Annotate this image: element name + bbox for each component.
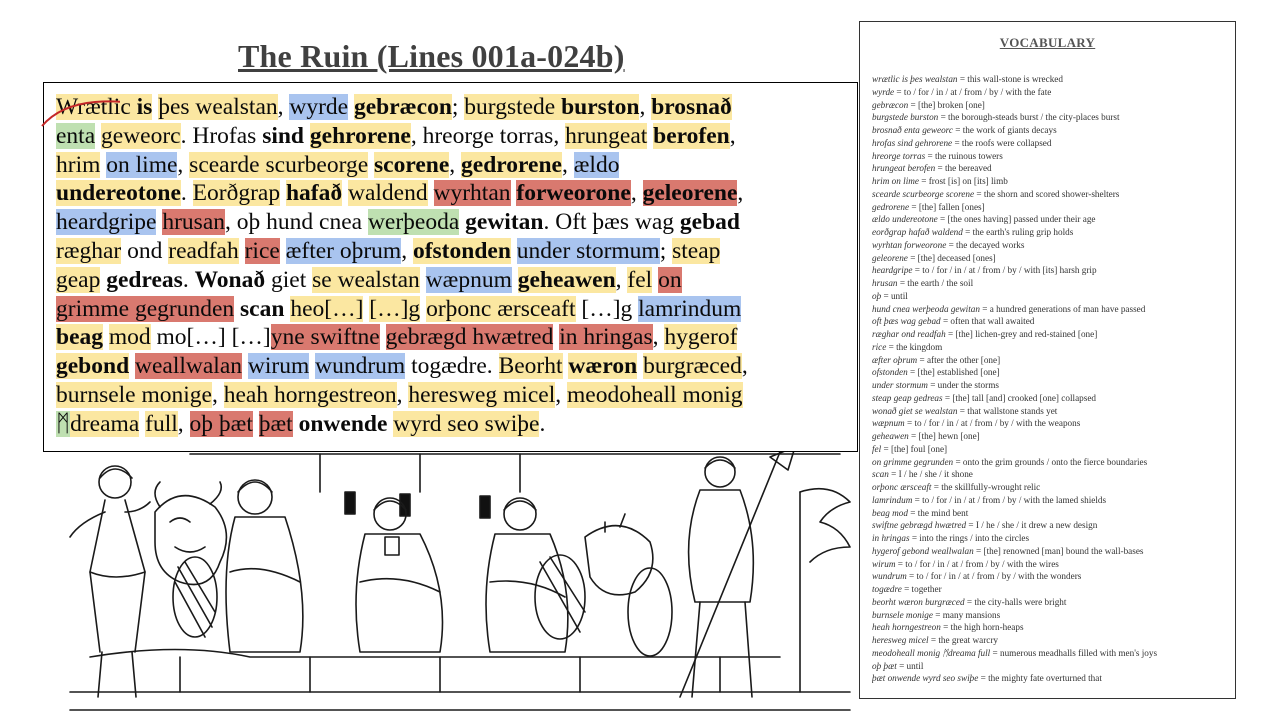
poem-line [56, 208, 846, 237]
vocabulary-gloss: = many mansions [932, 609, 1001, 620]
poem-segment: onwende [298, 410, 388, 437]
vocabulary-term: ræghar ond readfah [872, 329, 946, 339]
poem-segment [428, 180, 434, 206]
vocabulary-gloss: = [the] fallen [ones] [909, 201, 985, 212]
vocabulary-term: brosnað enta geweorc [872, 125, 953, 135]
vocabulary-term: hrim on lime [872, 176, 919, 186]
vocabulary-term: heresweg micel [872, 635, 929, 645]
poem-segment: weallwalan [135, 353, 243, 380]
poem-segment: ældo [573, 151, 620, 178]
poem-segment: wæpnum [425, 266, 512, 293]
poem-segment: fel [627, 266, 653, 293]
vocabulary-entry [872, 621, 1232, 634]
poem-segment: , [177, 410, 190, 437]
poem-segment: wæron [568, 353, 638, 380]
poem-segment: scorene [374, 151, 450, 178]
poem-segment [280, 238, 286, 264]
poem-segment: rice [244, 237, 280, 264]
vocabulary-gloss: = [the] foul [one] [881, 443, 948, 454]
vocabulary-panel [859, 21, 1236, 699]
poem-segment: , [741, 353, 748, 380]
poem-segment: geheawen [517, 266, 616, 293]
vocabulary-term: beorht wæron burgræced [872, 596, 965, 607]
vocabulary-term: oþ þæt [872, 660, 897, 671]
vocabulary-gloss: = the earth / the soil [897, 278, 974, 288]
vocabulary-entry [872, 137, 1232, 150]
vocabulary-gloss: = [the ones having] passed under their age [937, 214, 1096, 225]
poem-segment: under stormum [516, 237, 660, 264]
poem-segment: is [136, 94, 153, 120]
vocabulary-entry [872, 405, 1232, 418]
poem-segment: sind [262, 122, 305, 149]
poem-segment: yne swiftne [270, 324, 380, 351]
poem-segment: orþonc ærsceaft [426, 295, 576, 322]
poem-line [56, 237, 846, 266]
poem-segment: undereotone [56, 180, 181, 207]
vocabulary-entry [872, 596, 1232, 609]
vocabulary-gloss: = into the rings / into the circles [909, 533, 1030, 543]
vocabulary-gloss: = until [896, 660, 924, 671]
vocabulary-gloss: = the city-halls were bright [964, 596, 1067, 607]
vocabulary-term: hrofas sind gehrorene [872, 137, 953, 148]
vocabulary-entry [872, 290, 1232, 303]
vocabulary-entry [872, 545, 1232, 558]
poem-segment [304, 123, 310, 149]
poem-segment [239, 238, 245, 264]
poem-line [56, 381, 846, 410]
vocabulary-term: swiftne gebrægd hwætred [872, 520, 967, 531]
poem-segment: gehrorene [309, 122, 411, 149]
vocabulary-term: ofstonden [872, 367, 908, 378]
vocabulary-entry [872, 443, 1232, 456]
vocabulary-gloss: = under the storms [927, 380, 999, 390]
vocabulary-entry [872, 341, 1232, 354]
poem-segment: hafað [285, 180, 343, 207]
poem-segment: , [562, 151, 574, 178]
vocabulary-term: burnsele monige [872, 609, 933, 620]
poem-segment: brosnað [651, 94, 732, 120]
poem-segment: geweorc [101, 122, 181, 149]
poem-segment: , [555, 381, 567, 408]
vocabulary-entry [872, 660, 1232, 673]
vocabulary-term: ældo undereotone [872, 214, 938, 225]
poem-segment: . [180, 180, 193, 207]
poem-segment: . [539, 410, 546, 437]
poem-segment: hygerof [664, 324, 738, 351]
poem-segment: wyrhtan [433, 180, 511, 207]
poem-segment: , [177, 151, 190, 178]
vocabulary-entry [872, 468, 1232, 481]
vocabulary-term: wæpnum [872, 418, 905, 429]
poem-segment: . Hrofas [180, 122, 263, 149]
poem-segment: gebræcon [353, 94, 452, 120]
vocabulary-entry [872, 647, 1232, 660]
poem-line [56, 151, 846, 180]
poem-segment: togædre. [405, 353, 499, 380]
vocabulary-entry [872, 328, 1232, 341]
vocabulary-term: heah horngestreon [872, 622, 941, 633]
vocabulary-entry [872, 239, 1232, 252]
vocabulary-entry [872, 277, 1232, 290]
vocabulary-entry [872, 201, 1232, 214]
poem-segment: æfter oþrum [285, 237, 402, 264]
vocabulary-gloss: = to / for / in / at / from / by / with the wonders [906, 571, 1082, 582]
vocabulary-gloss: = [the] deceased [ones] [907, 252, 996, 263]
poem-segment: gewitan [465, 209, 544, 236]
vocabulary-term: hrusan [872, 278, 898, 288]
vocabulary-term: geleorene [872, 252, 908, 263]
poem-line [56, 122, 846, 151]
vocabulary-gloss: = the shorn and scored shower-shelters [974, 188, 1120, 199]
poem-segment: grimme gegrunden [56, 295, 235, 322]
poem-segment: gedreas [106, 266, 183, 293]
poem-segment: Eorðgrap [192, 180, 281, 207]
vocabulary-entry [872, 99, 1232, 112]
vocabulary-term: oþ [872, 290, 882, 301]
poem-line [56, 323, 846, 352]
poem-segment: werþeoda [367, 209, 460, 236]
poem-segment [253, 411, 259, 437]
poem-line [56, 179, 846, 208]
poem-segment [420, 267, 426, 293]
vocabulary-entry [872, 252, 1232, 265]
poem-segment: gebad [679, 209, 740, 236]
vocabulary-gloss: = often that wall awaited [940, 316, 1035, 327]
poem-segment: waldend [348, 180, 428, 207]
vocabulary-term: orþonc ærsceaft [872, 482, 932, 492]
poem-segment [512, 267, 518, 293]
vocabulary-gloss: = the decayed works [946, 239, 1025, 250]
vocabulary-term: wirum [872, 558, 896, 569]
vocabulary-gloss: = until [881, 290, 908, 301]
vocabulary-gloss: = that wallstone stands yet [957, 405, 1058, 416]
vocabulary-term: beag mod [872, 507, 908, 518]
vocabulary-gloss: = the skillfully-wrought relic [931, 482, 1041, 492]
poem-segment: wyrd seo swiþe [393, 410, 540, 437]
vocabulary-entry [872, 354, 1232, 367]
poem-segment: hrungeat [565, 122, 648, 149]
poem-segment: giet [265, 266, 313, 293]
vocabulary-gloss: = [the] hewn [one] [908, 431, 980, 441]
vocabulary-entry [872, 226, 1232, 239]
poem-segment: se wealstan [312, 266, 420, 293]
banquet-scene-drawing [60, 452, 858, 720]
poem-segment: , [277, 94, 290, 120]
vocabulary-term: lamrindum [872, 494, 913, 505]
vocabulary-gloss: = the mind bent [907, 507, 969, 518]
poem-segment: . Oft þæs wag [543, 209, 680, 236]
poem-line [56, 352, 846, 381]
poem-segment: . [182, 266, 195, 293]
vocabulary-term: hrungeat berofen [872, 163, 936, 174]
poem-segment: gebond [56, 353, 130, 380]
banquet-illustration [60, 452, 858, 720]
poem-segment: […]g [575, 295, 639, 322]
vocabulary-entry [872, 532, 1232, 545]
poem-line [56, 266, 846, 295]
vocabulary-term: scan [872, 469, 889, 480]
vocabulary-gloss: = together [901, 584, 942, 594]
vocabulary-term: burgstede burston [872, 112, 939, 123]
vocabulary-entry [872, 609, 1232, 622]
poem-segment: heo[…] [290, 295, 364, 322]
vocabulary-term: wrætlic is þes wealstan [872, 74, 958, 84]
vocabulary-term: wyrhtan forweorone [872, 239, 947, 250]
poem-segment: wundrum [315, 353, 406, 380]
vocabulary-entry [872, 634, 1232, 647]
vocabulary-entry [872, 264, 1232, 277]
vocabulary-entry [872, 456, 1232, 469]
poem-segment: , [737, 180, 744, 207]
poem-segment: scan [240, 295, 285, 322]
vocabulary-gloss: = the ruinous towers [925, 150, 1003, 161]
vocabulary-gloss: = to / for / in / at / from / by / with the weapons [904, 418, 1081, 429]
vocabulary-entry [872, 162, 1232, 175]
vocabulary-entry [872, 672, 1232, 685]
vocabulary-gloss: = the roofs were collapsed [952, 137, 1052, 148]
vocabulary-entry [872, 124, 1232, 137]
poem-segment: ; [659, 237, 673, 264]
poem-segment [380, 324, 386, 350]
vocabulary-gloss: = [the] renowned [man] bound the wall-bases [973, 545, 1144, 556]
poem-segment: steap [672, 237, 721, 264]
poem-segment: meodoheall monig [566, 381, 743, 408]
vocabulary-gloss: = the mighty fate overturned that [978, 673, 1102, 684]
vocabulary-entry [872, 494, 1232, 507]
vocabulary-gloss: = [the] lichen-grey and red-stained [one] [945, 329, 1098, 339]
poem-segment: full [145, 410, 178, 437]
vocabulary-term: wonað giet se wealstan [872, 405, 958, 416]
vocabulary-heading: VOCABULARY [999, 35, 1096, 50]
poem-segment: ; [451, 94, 465, 120]
vocabulary-term: rice [872, 341, 887, 352]
vocabulary-term: hund cnea werþeoda gewitan [872, 303, 980, 314]
vocabulary-gloss: = onto the grim grounds / onto the fierce boundaries [953, 456, 1148, 467]
vocabulary-term: wundrum [872, 571, 907, 582]
poem-segment: beag [56, 324, 103, 351]
vocabulary-entry [872, 111, 1232, 124]
vocabulary-term: gedrorene [872, 201, 910, 212]
vocabulary-entry [872, 303, 1232, 316]
poem-segment: enta [56, 122, 96, 149]
vocabulary-gloss: = the borough-steads burst / the city-places burst [938, 112, 1120, 123]
poem-segment: lamrindum [638, 295, 742, 322]
vocabulary-entry [872, 417, 1232, 430]
vocabulary-gloss: = [the] established [one] [907, 367, 1000, 378]
poem-segment: , oþ hund cnea [225, 209, 368, 236]
poem-segment: gebrægd hwætred [385, 324, 554, 351]
poem-segment: , [449, 151, 462, 178]
vocabulary-gloss: = to / for / in / at / from / by / with the lamed shields [912, 494, 1107, 505]
vocabulary-term: scearde scurbeorge scorene [872, 188, 975, 199]
poem-segment: mo[…] […] [150, 324, 271, 351]
poem-segment: on [658, 266, 682, 293]
vocabulary-gloss: = the high horn-heaps [940, 622, 1024, 633]
vocabulary-term: in hringas [872, 533, 910, 543]
poem-line [56, 93, 846, 122]
vocabulary-gloss: = the earth's ruling grip holds [962, 227, 1074, 237]
poem-segment: readfah [168, 237, 239, 264]
vocabulary-term: wyrde [872, 86, 895, 97]
poem-line [56, 295, 846, 324]
poem-line [56, 410, 846, 439]
poem-segment: hrim [56, 151, 101, 178]
poem-segment: geleorene [642, 180, 738, 207]
vocabulary-entry [872, 86, 1232, 99]
vocabulary-gloss: = frost [is] on [its] limb [918, 176, 1008, 186]
vocabulary-entry [872, 558, 1232, 571]
poem-segment: heresweg micel [408, 381, 556, 408]
vocabulary-term: gebræcon [872, 99, 909, 110]
vocabulary-term: þæt onwende wyrd seo swiþe [872, 673, 979, 684]
vocabulary-entry [872, 73, 1232, 86]
page-title: The Ruin (Lines 001a-024b) [238, 38, 625, 74]
poem-segment: Beorht [498, 353, 563, 380]
vocabulary-term: hreorge torras [872, 150, 926, 161]
vocabulary-entry [872, 481, 1232, 494]
vocabulary-entry [872, 507, 1232, 520]
vocabulary-gloss: = the work of giants decays [952, 125, 1057, 135]
poem-segment: burgræced [643, 353, 742, 380]
vocabulary-entry [872, 430, 1232, 443]
poem-segment: Wonað [194, 266, 266, 293]
vocabulary-entry [872, 392, 1232, 405]
poem-segment: , [615, 266, 628, 293]
vocabulary-entry [872, 315, 1232, 328]
vocabulary-term: steap geap gedreas [872, 392, 943, 403]
vocabulary-entry [872, 175, 1232, 188]
poem-segment: gedrorene [461, 151, 562, 178]
poem-segment: wyrde [289, 94, 349, 120]
vocabulary-term: æfter oþrum [872, 354, 918, 365]
vocabulary-gloss: = numerous meadhalls filled with men's joys [990, 647, 1158, 658]
vocabulary-gloss: = the bereaved [935, 163, 992, 174]
vocabulary-list [872, 73, 1232, 685]
poem-segment: , [401, 237, 413, 264]
vocabulary-term: heardgripe [872, 265, 913, 276]
vocabulary-term: togædre [872, 584, 902, 594]
poem-segment: scearde scurbeorge [189, 151, 369, 178]
vocabulary-entry [872, 379, 1232, 392]
poem-segment: in hringas [559, 324, 653, 351]
poem-segment: mod [108, 324, 151, 351]
vocabulary-gloss: = to / for / in / at / from / by / with [its] harsh grip [912, 265, 1097, 276]
vocabulary-term: meodoheall monig ᛗdreama full [872, 647, 991, 658]
poem-segment: , [396, 381, 409, 408]
vocabulary-gloss: = to / for / in / at / from / by / with the wires [895, 558, 1059, 569]
poem-segment: burnsele monige [56, 381, 212, 408]
vocabulary-gloss: = this wall-stone is wrecked [957, 74, 1063, 84]
vocabulary-entry [872, 150, 1232, 163]
poem-segment: ofstonden [412, 237, 511, 264]
poem-segment: burston [561, 94, 640, 120]
vocabulary-term: on grimme gegrunden [872, 456, 954, 467]
poem-segment: ond [121, 237, 169, 264]
poem-segment [103, 324, 109, 350]
vocabulary-term: oft þæs wag gebad [872, 316, 941, 327]
vocabulary-entry [872, 366, 1232, 379]
vocabulary-gloss: = [the] broken [one] [908, 99, 985, 110]
vocabulary-entry [872, 583, 1232, 596]
poem-segment: dreama [70, 410, 140, 437]
vocabulary-gloss: = to / for / in / at / from / by / with the fate [894, 86, 1052, 97]
vocabulary-gloss: = the great warcry [928, 635, 999, 645]
poem-segment [511, 238, 517, 264]
poem-segment: oþ þæt [189, 410, 253, 437]
vocabulary-gloss: = the kingdom [886, 341, 943, 352]
vocabulary-term: under stormum [872, 380, 928, 390]
poem-segment: on lime [106, 151, 178, 178]
vocabulary-entry [872, 519, 1232, 532]
vocabulary-entry [872, 188, 1232, 201]
poem-segment: hrusan [162, 209, 226, 236]
poem-segment: , [630, 180, 643, 207]
poem-segment: , [729, 122, 736, 149]
poem-segment: […]g [369, 295, 421, 322]
poem-segment: wirum [247, 353, 310, 380]
vocabulary-gloss: = I / he / she / it shone [888, 469, 973, 480]
poem-segment: þæt [258, 410, 293, 437]
poem-segment: ᛗ [56, 410, 71, 437]
vocabulary-gloss: = a hundred generations of man have passed [979, 303, 1146, 314]
poem-segment: , [639, 94, 652, 120]
vocabulary-entry [872, 570, 1232, 583]
vocabulary-term: hygerof gebond weallwalan [872, 545, 974, 556]
poem-segment: heah horngestreon [223, 381, 397, 408]
poem-segment: forweorone [516, 180, 631, 207]
vocabulary-gloss: = [the] tall [and] crooked [one] collapsed [942, 392, 1096, 403]
poem-segment: ræghar [56, 237, 122, 264]
vocabulary-term: eorðgrap hafað waldend [872, 227, 963, 237]
poem-segment: geap [56, 266, 101, 293]
poem-segment: , hreorge torras, [410, 122, 566, 149]
poem-text-box [43, 82, 858, 452]
vocabulary-term: geheawen [872, 431, 909, 441]
poem-segment: burgstede [464, 94, 562, 120]
vocabulary-entry [872, 213, 1232, 226]
poem-segment: þes wealstan [158, 94, 278, 120]
vocabulary-term: fel [872, 443, 882, 454]
poem-text [56, 93, 846, 439]
poem-segment: , [211, 381, 224, 408]
poem-segment: heardgripe [56, 209, 157, 236]
vocabulary-gloss: = I / he / she / it drew a new design [966, 520, 1098, 531]
poem-segment: berofen [653, 122, 730, 149]
poem-segment: Wrætlic [56, 94, 137, 120]
vocabulary-gloss: = after the other [one] [917, 354, 1001, 365]
poem-segment: , [652, 324, 665, 351]
